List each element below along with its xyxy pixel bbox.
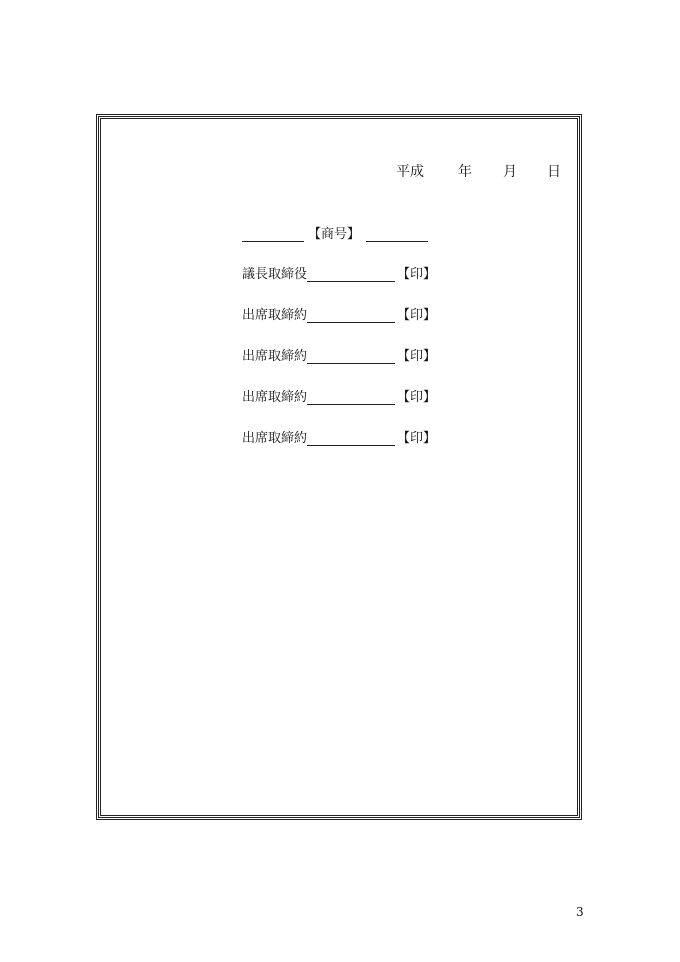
signature-blank bbox=[307, 390, 395, 405]
officer-title: 出席取締約 bbox=[242, 390, 308, 405]
officer-title: 議長取締役 bbox=[242, 267, 308, 282]
signature-blank bbox=[307, 349, 395, 364]
signature-blank bbox=[307, 431, 395, 446]
date-month-label: 月 bbox=[503, 164, 517, 180]
trade-name-line bbox=[242, 223, 428, 241]
seal-mark: 【印】 bbox=[397, 390, 437, 405]
date-year-label: 年 bbox=[458, 164, 472, 180]
seal-mark: 【印】 bbox=[397, 267, 437, 282]
seal-mark: 【印】 bbox=[397, 308, 437, 323]
officer-title: 出席取締約 bbox=[242, 431, 308, 446]
officer-row bbox=[242, 304, 436, 322]
officer-row bbox=[242, 427, 436, 445]
officer-row bbox=[242, 345, 436, 363]
document-frame bbox=[96, 114, 582, 820]
signature-blank bbox=[307, 267, 395, 282]
seal-mark: 【印】 bbox=[397, 431, 437, 446]
date-era: 平成 bbox=[396, 164, 424, 180]
signature-blank bbox=[307, 308, 395, 323]
page-number: 3 bbox=[576, 905, 584, 919]
officer-title: 出席取締約 bbox=[242, 349, 308, 364]
trade-name-blank-left bbox=[242, 227, 304, 242]
officer-row bbox=[242, 386, 436, 404]
officer-row bbox=[242, 263, 436, 281]
trade-name-label: 【商号】 bbox=[308, 227, 361, 242]
seal-mark: 【印】 bbox=[397, 349, 437, 364]
date-day-label: 日 bbox=[547, 164, 561, 180]
officer-title: 出席取締約 bbox=[242, 308, 308, 323]
trade-name-blank-right bbox=[366, 227, 428, 242]
